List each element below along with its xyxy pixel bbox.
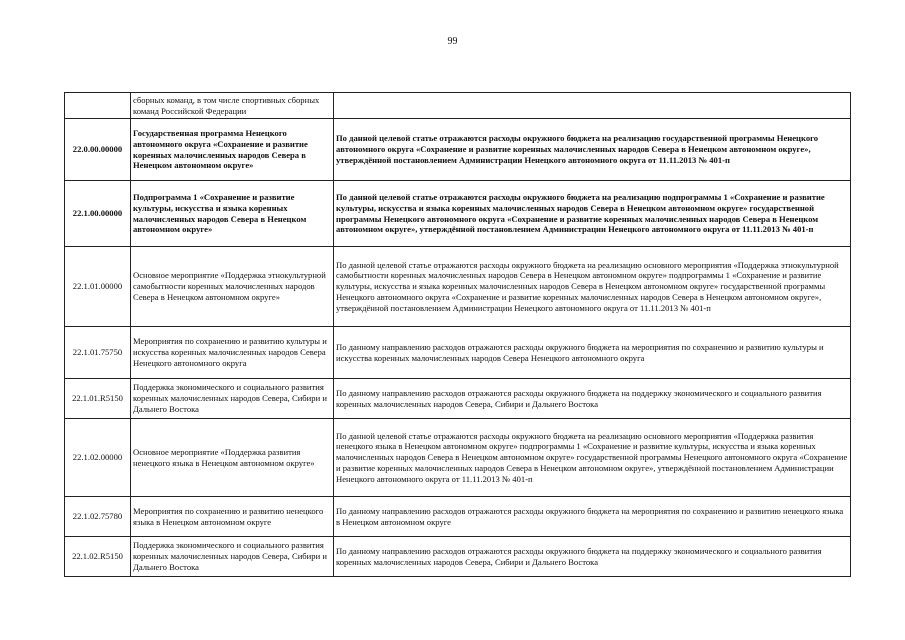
- description-cell: По данной целевой статье отражаются расходы окружного бюджета на реализацию основного мероприятия «Поддержка этнокультурной самобытности коренных малочисленных народов Севера в Ненецком автономном округе» подпрограммы 1 «Сохранение и развитие культуры, искусства и языка коренных малочисленных народов Севера в Ненецком автономном округе» государственной программы Ненецкого автономного округа «Сохранение и развитие коренных малочисленных народов Севера в Ненецком автономном округе», утверждённой постановлением Администрации Ненецкого автономного округа от 11.11.2013 № 401-п: [334, 247, 851, 327]
- name-cell: Подпрограмма 1 «Сохранение и развитие культуры, искусства и языка коренных малочисленных народов Севера в Ненецком автономном округе»: [131, 181, 334, 247]
- table-row: [65, 379, 851, 419]
- table-row: [65, 497, 851, 537]
- name-cell: Основное мероприятие «Поддержка развития ненецкого языка в Ненецком автономном округе»: [131, 419, 334, 497]
- code-cell: 22.0.00.00000: [65, 119, 131, 181]
- table-row: [65, 327, 851, 379]
- table-row: [65, 93, 851, 119]
- description-cell: [334, 93, 851, 119]
- table-row: [65, 419, 851, 497]
- code-cell: 22.1.01.00000: [65, 247, 131, 327]
- description-cell: По данному направлению расходов отражаются расходы окружного бюджета на мероприятия по сохранению и развитию ненецкого языка в Ненецком автономном округе: [334, 497, 851, 537]
- table-body: [65, 93, 851, 577]
- description-cell: По данному направлению расходов отражаются расходы окружного бюджета на поддержку экономического и социального развития коренных малочисленных народов Севера, Сибири и Дальнего Востока: [334, 379, 851, 419]
- description-cell: По данному направлению расходов отражаются расходы окружного бюджета на поддержку экономического и социального развития коренных малочисленных народов Севера, Сибири и Дальнего Востока: [334, 537, 851, 577]
- code-cell: 22.1.02.00000: [65, 419, 131, 497]
- table-row: [65, 181, 851, 247]
- name-cell: Основное мероприятие «Поддержка этнокультурной самобытности коренных малочисленных народов Севера в Ненецком автономном округе»: [131, 247, 334, 327]
- code-cell: 22.1.02.R5150: [65, 537, 131, 577]
- table-row: [65, 537, 851, 577]
- name-cell: Мероприятия по сохранению и развитию культуры и искусства коренных малочисленных народов Севера Ненецкого автономного округа: [131, 327, 334, 379]
- code-cell: 22.1.00.00000: [65, 181, 131, 247]
- page-number: 99: [447, 36, 458, 47]
- name-cell: Мероприятия по сохранению и развитию ненецкого языка в Ненецком автономном округе: [131, 497, 334, 537]
- description-cell: По данной целевой статье отражаются расходы окружного бюджета на реализацию государственной программы Ненецкого автономного округа «Сохранение и развитие коренных малочисленных народов Севера в Ненецком автономном округе», утверждённой постановлением Администрации Ненецкого автономного округа от 11.11.2013 № 401-п: [334, 119, 851, 181]
- code-cell: 22.1.01.R5150: [65, 379, 131, 419]
- name-cell: Поддержка экономического и социального развития коренных малочисленных народов Севера, Сибири и Дальнего Востока: [131, 537, 334, 577]
- name-cell: сборных команд, в том числе спортивных сборных команд Российской Федерации: [131, 93, 334, 119]
- description-cell: По данной целевой статье отражаются расходы окружного бюджета на реализацию основного мероприятия «Поддержка развития ненецкого языка в Ненецком автономном округе» подпрограммы 1 «Сохранение и развитие культуры, искусства и языка коренных малочисленных народов Севера в Ненецком автономном округе» государственной программы Ненецкого автономного округа «Сохранение и развитие коренных малочисленных народов Севера в Ненецком автономном округе», утверждённой постановлением Администрации Ненецкого автономного округа от 11.11.2013 № 401-п: [334, 419, 851, 497]
- name-cell: Государственная программа Ненецкого автономного округа «Сохранение и развитие коренных малочисленных народов Севера в Ненецком автономном округе»: [131, 119, 334, 181]
- name-cell: Поддержка экономического и социального развития коренных малочисленных народов Севера, Сибири и Дальнего Востока: [131, 379, 334, 419]
- code-cell: 22.1.02.75780: [65, 497, 131, 537]
- code-cell: 22.1.01.75750: [65, 327, 131, 379]
- description-cell: По данной целевой статье отражаются расходы окружного бюджета на реализацию подпрограммы 1 «Сохранение и развитие культуры, искусства и языка коренных малочисленных народов Севера в Ненецком автономном округе» государственной программы Ненецкого автономного округа «Сохранение и развитие коренных малочисленных народов Севера в Ненецком автономном округе», утверждённой постановлением Администрации Ненецкого автономного округа от 11.11.2013 № 401-п: [334, 181, 851, 247]
- budget-classification-table: [64, 92, 851, 577]
- table-row: [65, 119, 851, 181]
- code-cell: [65, 93, 131, 119]
- table-row: [65, 247, 851, 327]
- description-cell: По данному направлению расходов отражаются расходы окружного бюджета на мероприятия по сохранению и развитию культуры и искусства коренных малочисленных народов Севера Ненецкого автономного округа: [334, 327, 851, 379]
